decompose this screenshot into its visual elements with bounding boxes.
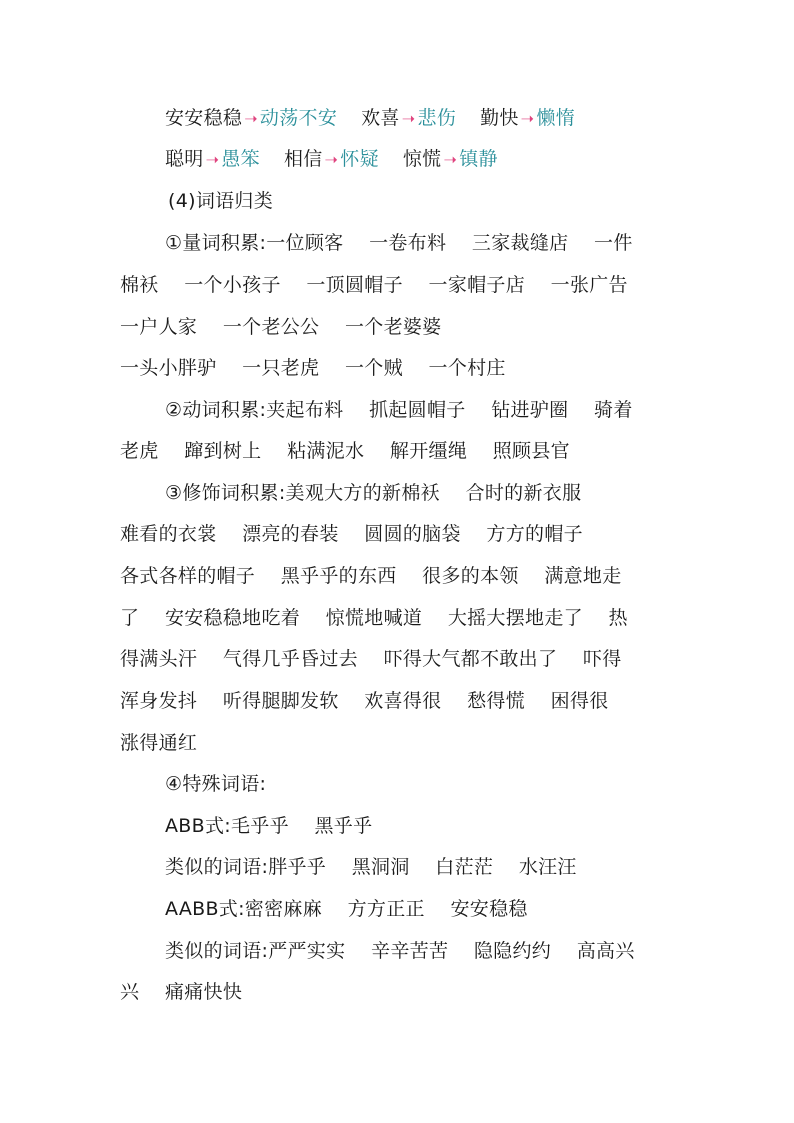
text-line: ①量词积累:一位顾客 一卷布料 三家裁缝店 一件 bbox=[165, 232, 633, 254]
arrow-icon: ➝ bbox=[443, 150, 458, 169]
antonym-row-2 bbox=[165, 147, 498, 172]
text-line: 了 安安稳稳地吃着 惊慌地喊道 大摇大摆地走了 热 bbox=[120, 607, 628, 629]
text-line: ②动词积累:夹起布料 抓起圆帽子 钻进驴圈 骑着 bbox=[165, 399, 633, 421]
text-line: 类似的词语:严严实实 辛辛苦苦 隐隐约约 高高兴 bbox=[165, 940, 635, 962]
section-heading: (4)词语归类 bbox=[168, 190, 274, 212]
text-line: 难看的衣裳 漂亮的春装 圆圆的脑袋 方方的帽子 bbox=[120, 523, 583, 545]
antonym-word: 勤快 bbox=[480, 107, 519, 129]
antonym-answer: 镇静 bbox=[459, 148, 498, 170]
antonym-word: 安安稳稳 bbox=[165, 107, 243, 129]
arrow-icon: ➝ bbox=[401, 109, 416, 128]
text-line: 类似的词语:胖乎乎 黑洞洞 白茫茫 水汪汪 bbox=[165, 856, 577, 878]
text-line: 各式各样的帽子 黑乎乎的东西 很多的本领 满意地走 bbox=[120, 565, 622, 587]
text-line: 涨得通红 bbox=[120, 732, 198, 754]
arrow-icon: ➝ bbox=[324, 150, 339, 169]
text-line: 兴 痛痛快快 bbox=[120, 981, 243, 1003]
arrow-icon: ➝ bbox=[205, 150, 220, 169]
antonym-answer: 悲伤 bbox=[417, 107, 457, 129]
text-line: ABB式:毛乎乎 黑乎乎 bbox=[165, 815, 373, 837]
text-line: 得满头汗 气得几乎昏过去 吓得大气都不敢出了 吓得 bbox=[120, 648, 622, 670]
antonym-answer: 动荡不安 bbox=[259, 107, 338, 129]
text-line: 一头小胖驴 一只老虎 一个贼 一个村庄 bbox=[120, 357, 506, 379]
text-line: AABB式:密密麻麻 方方正正 安安稳稳 bbox=[165, 898, 528, 920]
text-line: 浑身发抖 听得腿脚发软 欢喜得很 愁得慌 困得很 bbox=[120, 690, 609, 712]
text-line: 一户人家 一个老公公 一个老婆婆 bbox=[120, 316, 442, 338]
text-line: 棉袄 一个小孩子 一顶圆帽子 一家帽子店 一张广告 bbox=[120, 274, 628, 296]
antonym-word: 惊慌 bbox=[402, 148, 442, 170]
antonym-answer: 懒惰 bbox=[536, 107, 575, 129]
arrow-icon: ➝ bbox=[244, 109, 258, 128]
antonym-answer: 愚笨 bbox=[221, 148, 260, 170]
arrow-icon: ➝ bbox=[520, 109, 535, 128]
antonym-word: 相信 bbox=[283, 148, 323, 170]
antonym-word: 欢喜 bbox=[361, 107, 400, 129]
text-line: ③修饰词积累:美观大方的新棉袄 合时的新衣服 bbox=[165, 482, 582, 504]
antonym-row-1 bbox=[165, 106, 575, 131]
antonym-word: 聪明 bbox=[165, 148, 204, 170]
antonym-answer: 怀疑 bbox=[340, 148, 379, 170]
text-line: 老虎 蹿到树上 粘满泥水 解开缰绳 照顾县官 bbox=[120, 440, 570, 462]
text-line: ④特殊词语: bbox=[165, 773, 267, 795]
